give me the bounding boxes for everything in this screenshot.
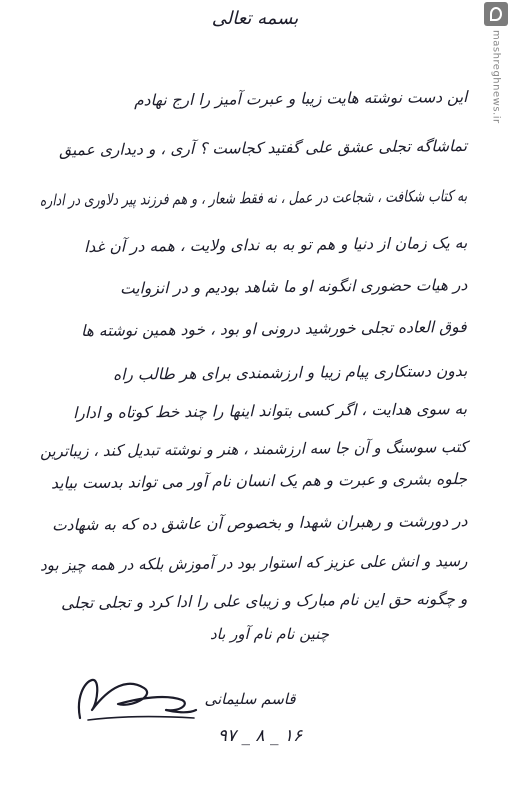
letter-line-4: به یک زمان از دنیا و هم تو به به ندای ولایت ، همه در آن غدا [83, 234, 468, 257]
letter-date: ۹۷ _ ۸ _ ۱۶ [217, 726, 303, 746]
letter-heading: بسمه تعالی [211, 8, 299, 29]
letter-line-10: جلوه بشری و عبرت و هم یک انسان نام آور می تواند بدست بیاید [50, 470, 468, 493]
letter-line-5: در هیات حضوری انگونه او ما شاهد بودیم و در انزوایت [119, 276, 468, 298]
letter-line-2: تماشاگه تجلی عشق علی گفتید کجاست ؟ آری ، و دیداری عمیق [58, 137, 468, 160]
watermark-text: mashreghnews.ir [490, 30, 502, 124]
letter-line-8: به سوی هدایت ، اگر کسی بتواند اینها را چند خط کوتاه و ادارا [72, 400, 468, 423]
handwritten-signature [70, 668, 200, 726]
letter-line-11: در دورشت و رهبران شهدا و بخصوص آن عاشق ده که به شهادت [51, 512, 468, 535]
site-logo-icon [484, 2, 508, 26]
letter-closing: چنین نام نام آور باد [210, 625, 329, 643]
letter-line-7: بدون دستکاری پیام زیبا و ارزشمندی برای هر طالب راه [112, 362, 468, 384]
letter-line-13: و چگونه حق این نام مبارک و زیبای علی را ادا کرد و تجلی تجلی [60, 590, 468, 613]
letter-line-3: به کتاب شکافت ، شجاعت در عمل ، نه فقط شعار ، و هم فرزند پیر دلاوری در اداره [39, 187, 468, 210]
letter-line-9: کتب سوسنگ و آن جا سه ارزشمند ، هنر و نوشته تبدیل کند ، زیباترین [39, 438, 468, 461]
letter-line-6: فوق العاده تجلی خورشید درونی او بود ، خود همین نوشته ها [81, 318, 468, 341]
letter-line-1: این دست نوشته هایت زیبا و عبرت آمیز را ارج نهادم [133, 88, 468, 110]
letter-line-12: رسید و انش علی عزیز که استوار بود در آموزش بلکه در همه چیز بود [39, 552, 468, 575]
signer-name: قاسم سلیمانی [204, 690, 296, 708]
site-watermark [482, 2, 510, 152]
